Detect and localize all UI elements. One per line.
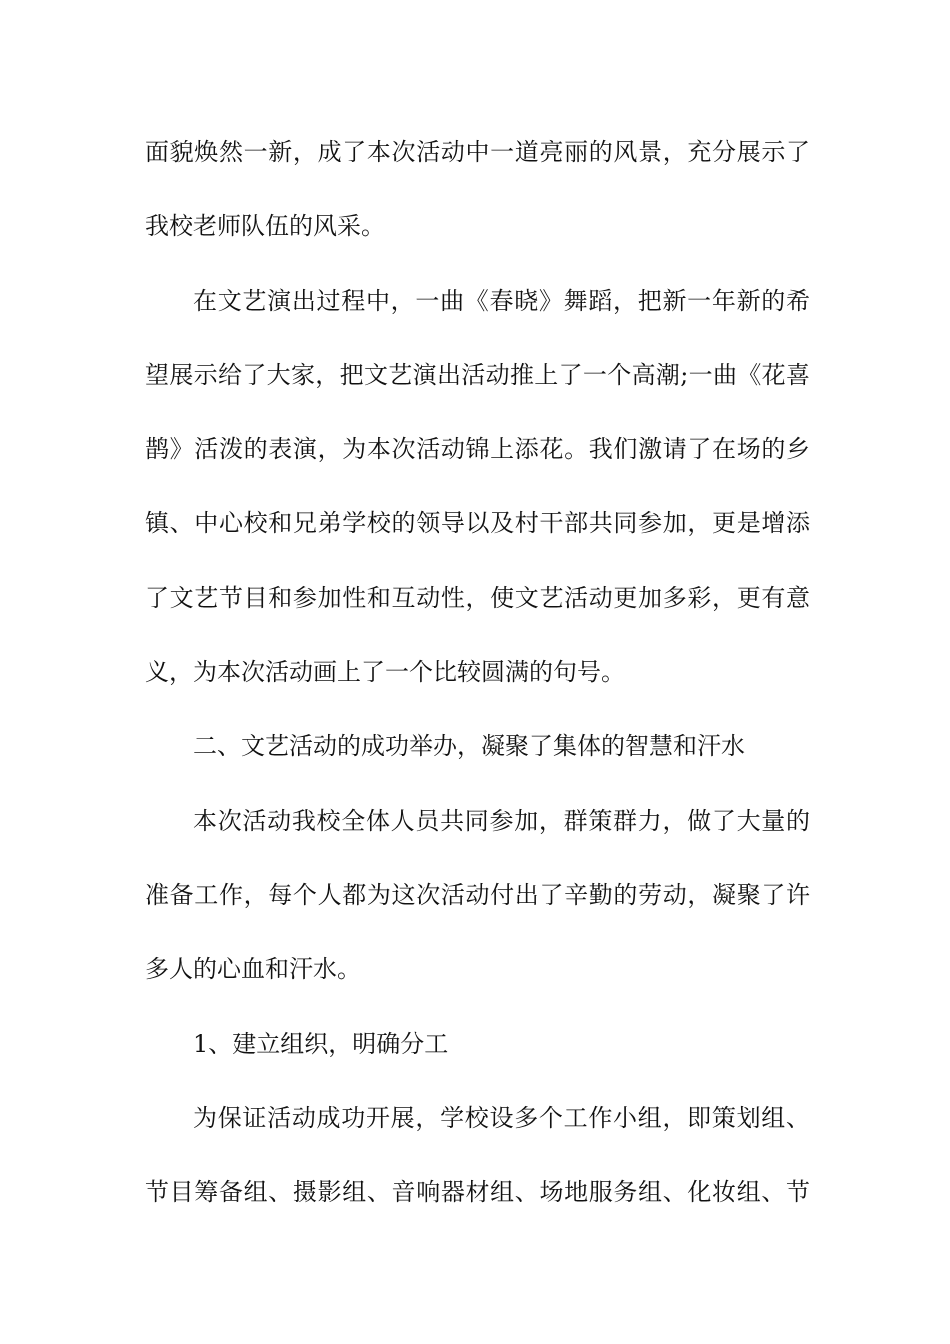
text-line: 鹊》活泼的表演，为本次活动锦上添花。我们激请了在场的乡 — [145, 435, 810, 463]
text-line: 多人的心血和汗水。 — [145, 955, 361, 983]
text-line: 我校老师队伍的风采。 — [145, 212, 385, 240]
text-line: 了文艺节目和参加性和互动性，使文艺活动更加多彩，更有意 — [145, 584, 810, 612]
text-line: 准备工作，每个人都为这次活动付出了辛勤的劳动，凝聚了许 — [145, 881, 810, 909]
text-line: 在文艺演出过程中，一曲《春晓》舞蹈，把新一年新的希 — [193, 287, 810, 315]
text-line: 节目筹备组、摄影组、音响器材组、场地服务组、化妆组、节 — [145, 1178, 810, 1206]
section-heading: 二、文艺活动的成功举办，凝聚了集体的智慧和汗水 — [193, 732, 745, 760]
text-line: 本次活动我校全体人员共同参加，群策群力，做了大量的 — [193, 807, 810, 835]
text-line: 镇、中心校和兄弟学校的领导以及村干部共同参加，更是增添 — [145, 509, 810, 537]
text-line: 为保证活动成功开展，学校设多个工作小组，即策划组、 — [193, 1104, 810, 1132]
text-line: 义，为本次活动画上了一个比较圆满的句号。 — [145, 658, 625, 686]
subsection-heading: 1、建立组织，明确分工 — [193, 1030, 449, 1058]
text-line: 望展示给了大家，把文艺演出活动推上了一个高潮;一曲《花喜 — [145, 361, 810, 389]
text-line: 面貌焕然一新，成了本次活动中一道亮丽的风景，充分展示了 — [145, 138, 810, 166]
